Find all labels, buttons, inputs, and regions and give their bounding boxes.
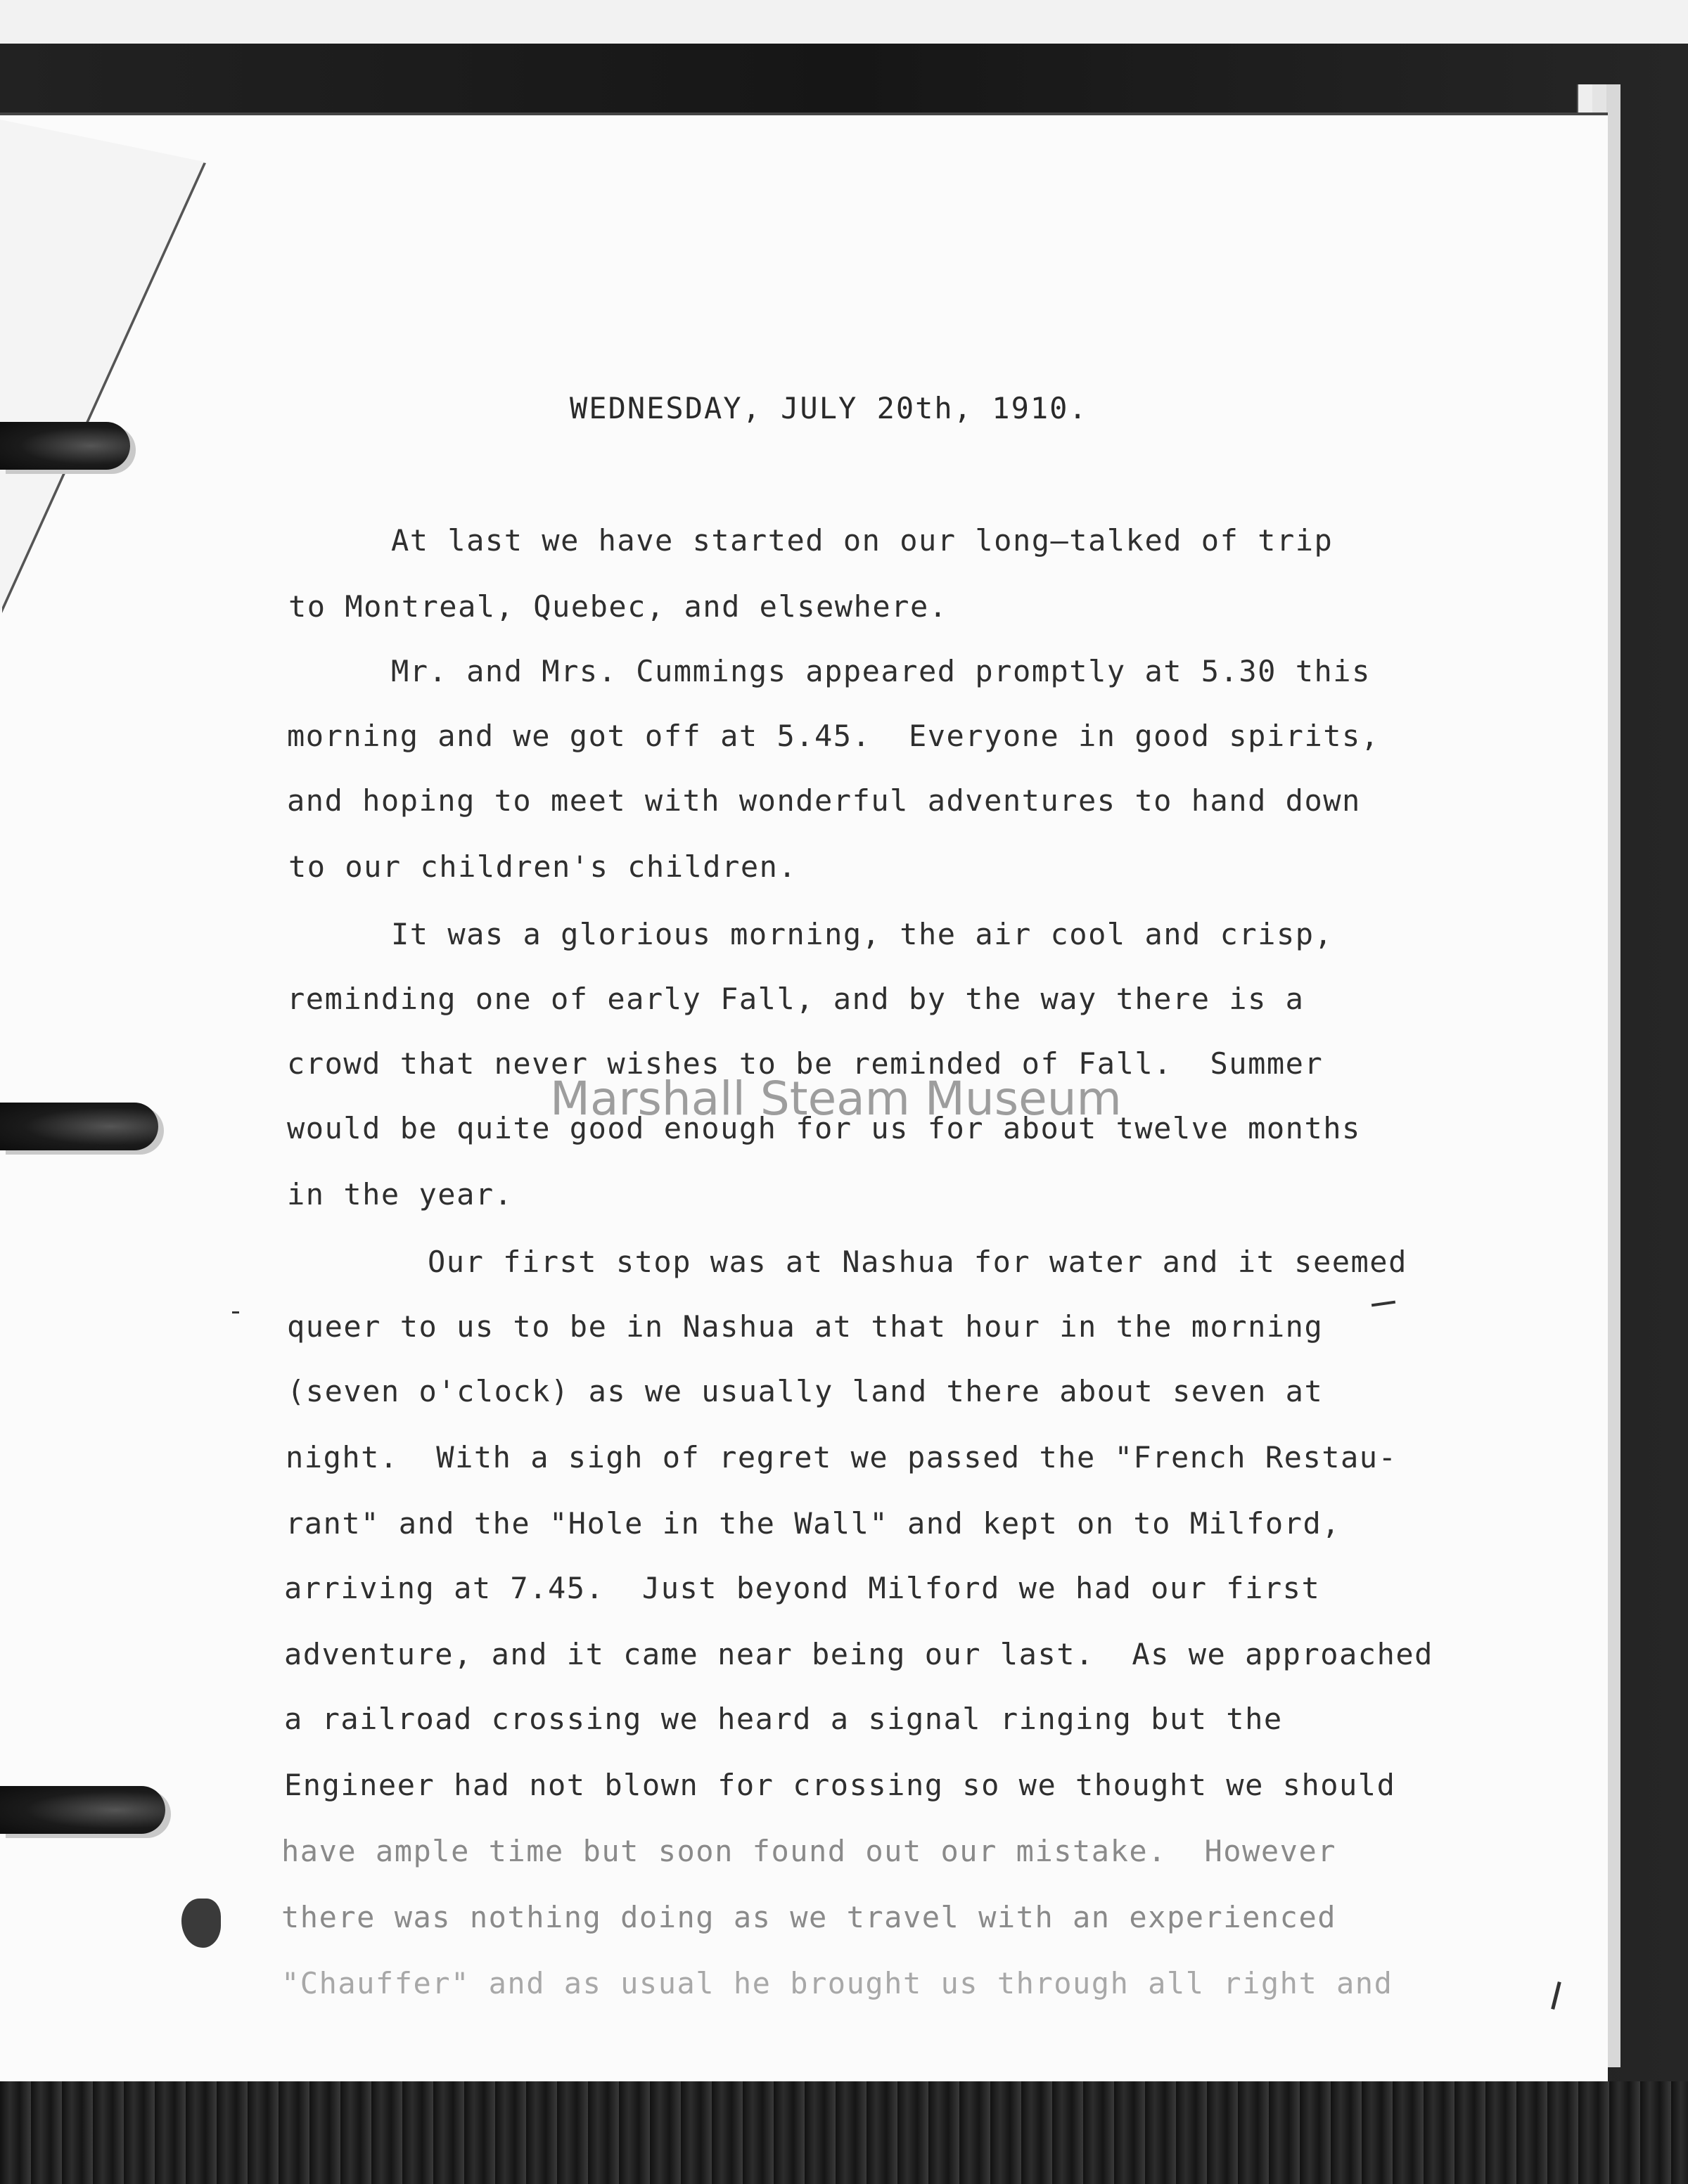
scan-top-margin (0, 0, 1688, 44)
text-line: adventure, and it came near being our last. As we approached (284, 1637, 1433, 1671)
text-line: It was a glorious morning, the air cool and crisp, (391, 917, 1334, 951)
text-line: have ample time but soon found out our mistake. However (281, 1834, 1337, 1868)
text-line: night. With a sigh of regret we passed the "French Restau- (286, 1440, 1398, 1475)
binder-ring (0, 1103, 158, 1150)
text-line: in the year. (287, 1177, 513, 1212)
text-line: would be quite good enough for us for about twelve months (287, 1111, 1361, 1145)
text-line: arriving at 7.45. Just beyond Milford we had our first (284, 1571, 1321, 1605)
text-line: crowd that never wishes to be reminded of Fall. Summer (287, 1046, 1324, 1081)
text-line: morning and we got off at 5.45. Everyone in good spirits, (287, 719, 1380, 753)
scan-bottom-margin (0, 2081, 1688, 2184)
binder-ring (0, 1786, 165, 1834)
text-line: reminding one of early Fall, and by the way there is a (287, 982, 1305, 1016)
text-line: a railroad crossing we heard a signal ringing but the (284, 1702, 1283, 1736)
text-line: Mr. and Mrs. Cummings appeared promptly at 5.30 this (391, 654, 1371, 688)
text-line: rant" and the "Hole in the Wall" and kept on to Milford, (286, 1506, 1341, 1541)
text-line: "Chauffer" and as usual he brought us through all right and (281, 1966, 1393, 2000)
text-line: to Montreal, Quebec, and elsewhere. (288, 589, 948, 624)
text-line: Engineer had not blown for crossing so we thought we should (284, 1768, 1396, 1802)
text-line: queer to us to be in Nashua at that hour in the morning (287, 1309, 1324, 1344)
text-line: (seven o'clock) as we usually land there about seven at (287, 1374, 1324, 1408)
text-line: there was nothing doing as we travel with an experienced (281, 1900, 1337, 1934)
text-line: Our first stop was at Nashua for water and it seemed (428, 1245, 1407, 1279)
text-line: At last we have started on our long—talked of trip (391, 523, 1334, 558)
text-line: to our children's children. (288, 849, 798, 884)
watermark-text: Marshall Steam Museum (550, 1072, 1122, 1126)
diary-date-heading: WEDNESDAY, JULY 20th, 1910. (570, 391, 1088, 425)
ink-mark (232, 1311, 239, 1313)
folded-corner-tab (0, 120, 204, 612)
text-line: and hoping to meet with wonderful adventures to hand down (287, 783, 1361, 818)
binder-ring (0, 422, 130, 470)
